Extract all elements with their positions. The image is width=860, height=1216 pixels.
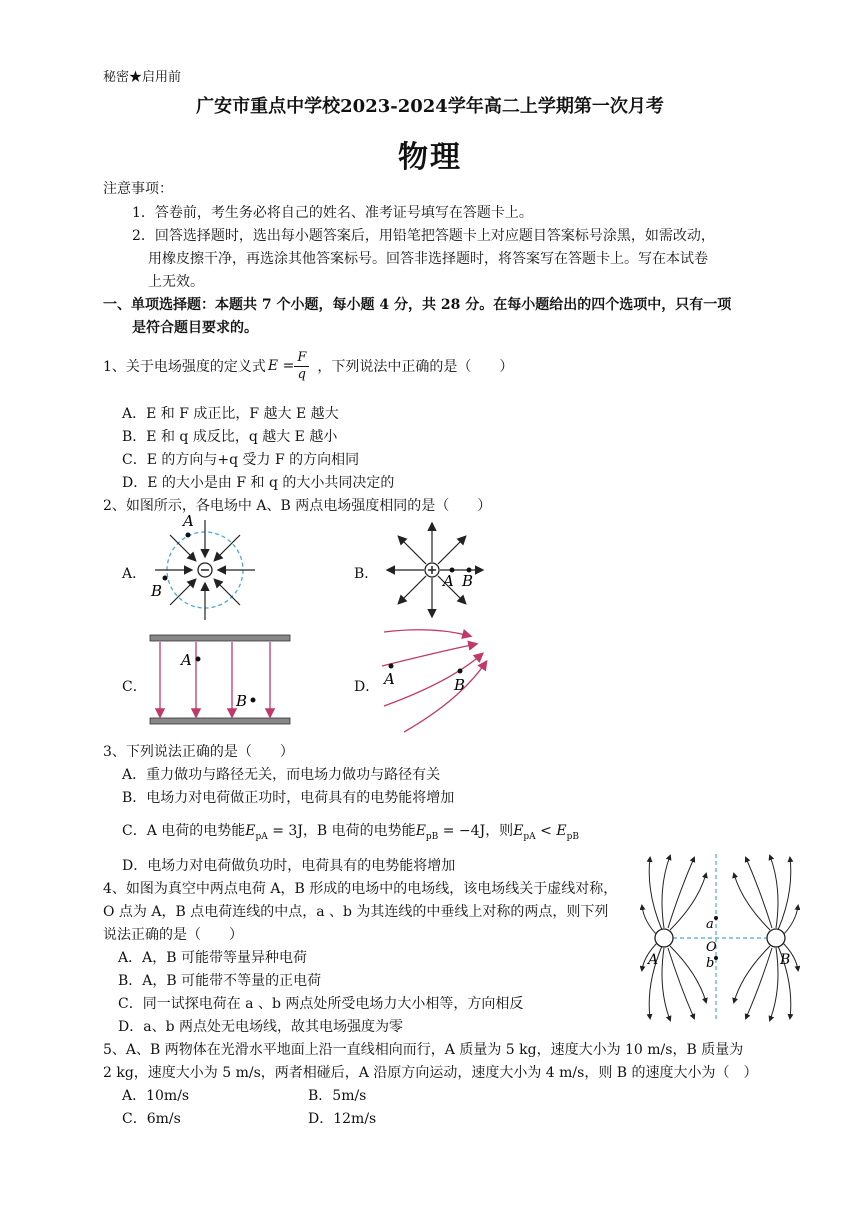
q1-option-a: A．E 和 F 成正比，F 越大 E 越大 [122,406,339,422]
q1-option-c: C．E 的方向与+q 受力 F 的方向相同 [122,452,360,468]
q3-c-e4: E [556,823,567,839]
q3-c-e3: E [513,823,524,839]
q3-c-lt: < [535,823,557,839]
q2-fig-c-point-b: B [236,692,248,710]
q2-label-b: B． [354,566,379,582]
q4-fig-charge-b: B [780,952,791,968]
q4-figure [640,852,800,1024]
note-2c: 上无效。 [148,274,204,290]
q5-option-a: A．10m/s [122,1088,190,1104]
q3-c-sub1: pA [255,831,268,842]
q1-stem [103,346,513,386]
q2-fig-b-point-a: A [443,572,454,590]
q2-figure-c [148,632,293,728]
q3-c-val1: = 3J [267,823,303,839]
q3-stem: 3、下列说法正确的是（ ） [103,744,294,760]
q4-line-2: O 点为 A，B 点电荷连线的中点，a 、b 为其连线的中垂线上对称的两点，则下列 [103,904,609,920]
q4-line-1: 4、如图为真空中两点电荷 A，B 形成的电场中的电场线，该电场线关于虚线对称， [103,881,618,897]
q2-fig-c-point-a: A [181,651,192,669]
q5-option-c: C．6m/s [122,1111,181,1127]
q3-c-sub2: pB [425,831,439,842]
q4-option-c: C．同一试探电荷在 a 、b 两点处所受电场力大小相等，方向相反 [118,996,524,1012]
q2-fig-a-point-a: A [183,512,194,530]
q1-fraction [294,350,309,383]
q4-fig-point-o: O [706,940,717,955]
q2-figure-b [382,518,487,623]
q2-fig-b-point-b: B [462,572,474,590]
q3-c-mid: ，B 电荷的电势能 [302,823,416,839]
q1-stem-pre: 1、关于电场强度的定义式 [103,359,266,375]
q5-option-d: D．12m/s [308,1111,377,1127]
q1-eq-den: q [297,366,306,382]
exam-title: 广安市重点中学校2023-2024学年高二上学期第一次月考 [196,96,664,117]
section-heading-a: 一、单项选择题：本题共 7 个小题，每小题 4 分，共 28 分。在每小题给出的四个选项中，只有一项 [103,297,732,313]
q4-option-b: B．A，B 可能带不等量的正电荷 [118,973,322,989]
q4-line-3: 说法正确的是（ ） [103,927,243,943]
q2-fig-a-point-b: B [151,582,163,600]
q1-eq-lhs: E = [267,358,295,374]
q5-line-2: 2 kg，速度大小为 5 m/s，两者相碰后，A 沿原方向运动，速度大小为 4 m/s，则 B 的速度大小为（ ） [103,1065,758,1081]
q1-option-b: B．E 和 q 成反比，q 越大 E 越小 [122,429,338,445]
q3-c-sub3: pA [523,831,536,842]
q2-label-c: C． [122,679,147,695]
q3-option-c [122,820,579,842]
q1-option-d: D．E 的大小是由 F 和 q 的大小共同决定的 [122,475,395,491]
q2-fig-d-point-a: A [384,670,395,688]
section-heading-b: 是符合题目要求的。 [132,320,258,336]
secret-label: 秘密★启用前 [103,70,182,85]
q4-option-a: A．A，B 可能带等量异种电荷 [118,950,307,966]
q3-option-d: D．电场力对电荷做负功时，电荷具有的电势能将增加 [122,858,456,874]
subject-title: 物理 [398,140,462,175]
q2-fig-d-point-b: B [454,676,466,694]
q4-option-d: D．a、b 两点处无电场线，故其电场强度为零 [118,1019,403,1035]
q4-fig-point-b: b [706,956,715,971]
q5-option-b: B．5m/s [308,1088,367,1104]
notes-heading: 注意事项： [103,181,173,197]
q2-figure-a [145,512,260,627]
note-2b: 用橡皮擦干净，再选涂其他答案标号。回答非选择题时，将答案写在答题卡上。写在本试卷 [148,251,708,267]
q4-fig-point-a: a [706,917,714,932]
q5-line-1: 5、A、B 两物体在光滑水平地面上沿一直线相向而行，A 质量为 5 kg，速度大小为 10 m/s，B 质量为 [103,1042,744,1058]
q3-c-val2: = −4J [438,823,486,839]
q4-fig-charge-a: A [648,952,659,968]
q3-c-sub4: pB [566,831,579,842]
q3-option-a: A．重力做功与路径无关，而电场力做功与路径有关 [122,767,441,783]
q1-eq-num: F [294,350,309,367]
note-1: 1．答卷前，考生务必将自己的姓名、准考证号填写在答题卡上。 [132,205,533,221]
q3-option-b: B．电场力对电荷做正功时，电荷具有的电势能将增加 [122,790,455,806]
q2-label-a: A． [122,566,147,582]
q3-c-pre: C．A 电荷的电势能 [122,823,246,839]
q3-c-e2: E [415,823,426,839]
q2-figure-d [378,622,498,737]
q3-c-post: ，则 [485,823,514,839]
q2-label-d: D． [354,679,380,695]
q2-stem: 2、如图所示，各电场中 A、B 两点电场强度相同的是（ ） [103,498,492,514]
note-2a: 2．回答选择题时，选出每小题答案后，用铅笔把答题卡上对应题目答案标号涂黑，如需改动， [132,228,715,244]
q1-stem-post: ，下列说法中正确的是（ ） [317,359,514,375]
q3-c-e1: E [245,823,256,839]
